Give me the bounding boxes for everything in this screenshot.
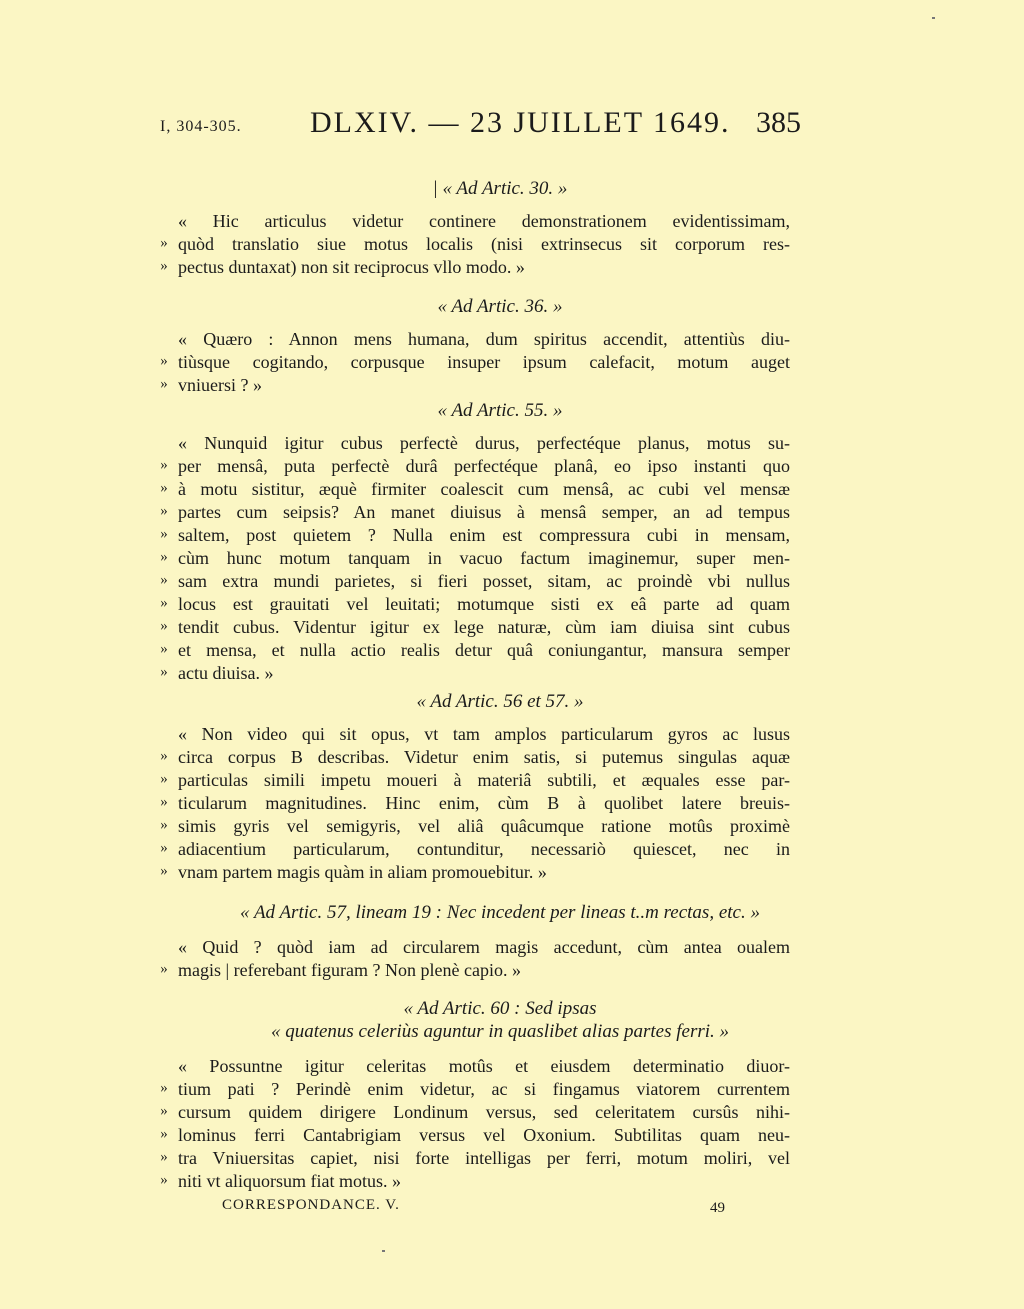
quote-mark: » <box>160 1080 168 1096</box>
quote-mark: » <box>160 748 168 764</box>
quote-mark: » <box>160 794 168 810</box>
text-line: vniuersi ? » <box>178 375 262 395</box>
text-line: lominus ferri Cantabrigiam versus vel Oxonium. Subtilitas quam neu- <box>178 1125 790 1145</box>
text-line: « Quæro : Annon mens humana, dum spiritus accendit, attentiùs diu- <box>178 329 790 349</box>
quote-mark: » <box>160 353 168 369</box>
text-line: à motu sistitur, æquè firmiter coalescit cum mensâ, ac cubi vel mensæ <box>178 479 790 499</box>
quote-mark: » <box>160 376 168 392</box>
text-line: « Nunquid igitur cubus perfectè durus, perfectéque planus, motus su- <box>178 433 790 453</box>
quote-mark: » <box>160 618 168 634</box>
section-heading: « Ad Artic. 36. » <box>437 296 563 317</box>
section-heading: | « Ad Artic. 30. » <box>432 178 568 199</box>
footer-sheet-number: 49 <box>710 1200 725 1216</box>
quote-mark: » <box>160 526 168 542</box>
text-line: locus est grauitati vel leuitati; motumque sisti ex eâ parte ad quam <box>178 594 790 614</box>
quote-mark: » <box>160 258 168 274</box>
speck <box>932 17 935 19</box>
text-line: et mensa, et nulla actio realis detur quâ coniungantur, mansura semper <box>178 640 790 660</box>
text-line: particulas simili impetu moueri à materiâ subtili, et æquales esse par- <box>178 770 790 790</box>
quote-mark: » <box>160 817 168 833</box>
text-line: per mensâ, puta perfectè durâ perfectéque planâ, eo ipso instanti quo <box>178 456 790 476</box>
quote-mark: » <box>160 961 168 977</box>
quote-mark: » <box>160 771 168 787</box>
header-reference: I, 304-305. <box>160 118 242 135</box>
quote-mark: » <box>160 1149 168 1165</box>
text-line: « Hic articulus videtur continere demonstrationem evidentissimam, <box>178 211 790 231</box>
text-line: cùm hunc motum tanquam in vacuo factum imaginemur, super men- <box>178 548 790 568</box>
quote-mark: » <box>160 572 168 588</box>
text-line: circa corpus B describas. Videtur enim satis, si putemus singulas aquæ <box>178 747 790 767</box>
quote-mark: » <box>160 503 168 519</box>
text-line: sam extra mundi parietes, si fieri posset, sitam, ac proindè vbi nullus <box>178 571 790 591</box>
text-line: saltem, post quietem ? Nulla enim est compressura cubi in mensam, <box>178 525 790 545</box>
quote-mark: » <box>160 595 168 611</box>
text-line: « Quid ? quòd iam ad circularem magis accedunt, cùm antea oualem <box>178 937 790 957</box>
quote-mark: » <box>160 1172 168 1188</box>
text-line: magis | referebant figuram ? Non plenè capio. » <box>178 960 521 980</box>
text-line: actu diuisa. » <box>178 663 274 683</box>
text-line: tra Vniuersitas capiet, nisi forte intelligas per ferri, motum moliri, vel <box>178 1148 790 1168</box>
text-line: tiùsque cogitando, corpusque insuper ipsum calefacit, motum auget <box>178 352 790 372</box>
speck <box>382 1250 385 1252</box>
text-line: quòd translatio siue motus localis (nisi extrinsecus sit corporum res- <box>178 234 790 254</box>
text-line: ticularum magnitudines. Hinc enim, cùm B à quolibet latere breuis- <box>178 793 790 813</box>
footer-signature: CORRESPONDANCE. V. <box>222 1197 400 1213</box>
section-heading: « Ad Artic. 60 : Sed ipsas <box>403 998 597 1019</box>
section-heading: « Ad Artic. 55. » <box>437 400 563 421</box>
text-line: pectus duntaxat) non sit reciprocus vllo modo. » <box>178 257 525 277</box>
quote-mark: » <box>160 840 168 856</box>
text-line: niti vt aliquorsum fiat motus. » <box>178 1171 401 1191</box>
section-heading-continued: « quatenus celeriùs aguntur in quaslibet alias partes ferri. » <box>270 1021 730 1042</box>
text-line: « Possuntne igitur celeritas motûs et eiusdem determinatio diuor- <box>178 1056 790 1076</box>
text-line: tendit cubus. Videntur igitur ex lege naturæ, cùm iam diuisa sint cubus <box>178 617 790 637</box>
text-line: simis gyris vel semigyris, vel aliâ quâcumque ratione motûs proximè <box>178 816 790 836</box>
quote-mark: » <box>160 549 168 565</box>
page-title: DLXIV. — 23 JUILLET 1649. <box>310 106 731 139</box>
quote-mark: » <box>160 641 168 657</box>
text-line: adiacentium particularum, contunditur, necessariò quiescet, nec in <box>178 839 790 859</box>
quote-mark: » <box>160 457 168 473</box>
quote-mark: » <box>160 480 168 496</box>
text-line: vnam partem magis quàm in aliam promouebitur. » <box>178 862 547 882</box>
quote-mark: » <box>160 1126 168 1142</box>
section-heading: « Ad Artic. 57, lineam 19 : Nec incedent per lineas t..m rectas, etc. » <box>240 902 760 923</box>
quote-mark: » <box>160 664 168 680</box>
section-heading: « Ad Artic. 56 et 57. » <box>416 691 584 712</box>
quote-mark: » <box>160 863 168 879</box>
page-number: 385 <box>756 106 801 139</box>
quote-mark: » <box>160 1103 168 1119</box>
text-line: partes cum seipsis? An manet diuisus à mensâ semper, an ad tempus <box>178 502 790 522</box>
text-line: « Non video qui sit opus, vt tam amplos particularum gyros ac lusus <box>178 724 790 744</box>
text-line: tium pati ? Perindè enim videtur, ac si fingamus viatorem currentem <box>178 1079 790 1099</box>
quote-mark: » <box>160 235 168 251</box>
text-line: cursum quidem dirigere Londinum versus, sed celeritatem cursûs nihi- <box>178 1102 790 1122</box>
